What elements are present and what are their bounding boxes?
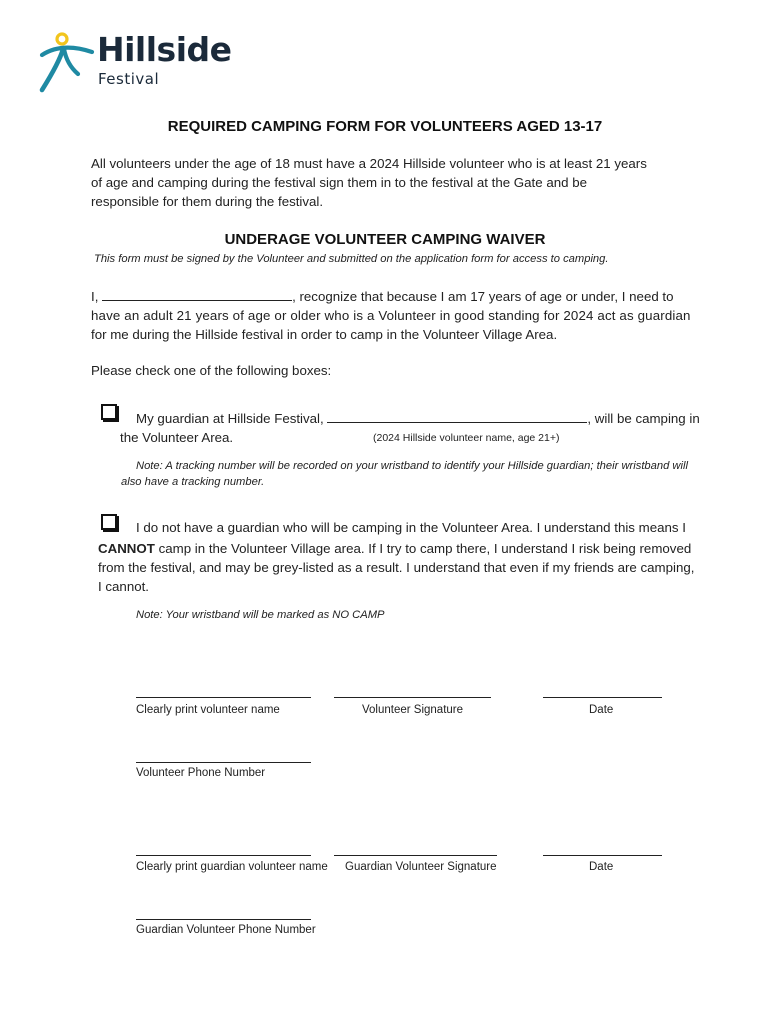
guardian-date-label: Date — [589, 861, 614, 873]
recognize-suffix: , recognize that because I am 17 years of age or under, I need to — [292, 289, 674, 304]
recognize-paragraph — [91, 287, 731, 344]
hillside-figure-logo-icon — [36, 30, 96, 96]
no-guardian-checkbox[interactable] — [101, 514, 117, 530]
volunteer-phone-label: Volunteer Phone Number — [136, 767, 266, 779]
guardian-name-hint: (2024 Hillside volunteer name, age 21+) — [373, 432, 560, 444]
option1-end: , will be camping in — [587, 411, 700, 426]
volunteer-name-line[interactable] — [136, 697, 311, 698]
volunteer-signature-line[interactable] — [334, 697, 491, 698]
guardian-date-line[interactable] — [543, 855, 662, 856]
volunteer-phone-line[interactable] — [136, 762, 311, 763]
logo-wordmark: Hillside — [97, 30, 232, 69]
intro-paragraph — [91, 154, 731, 211]
recognize-prefix: I, — [91, 289, 103, 304]
waiver-heading: UNDERAGE VOLUNTEER CAMPING WAIVER — [224, 231, 546, 248]
intro-line: All volunteers under the age of 18 must have a 2024 Hillside volunteer who is at least 21 years — [91, 156, 647, 171]
volunteer-date-line[interactable] — [543, 697, 662, 698]
option2-line2-rest: camp in the Volunteer Village area. If I try to camp there, I understand I risk being removed — [154, 541, 692, 556]
guardian-phone-label: Guardian Volunteer Phone Number — [136, 924, 316, 936]
intro-line: of age and camping during the festival sign them in to the festival at the Gate and be — [91, 175, 587, 190]
recognize-line: have an adult 21 years of age or older who is a Volunteer in good standing for 2024 act as guardian — [91, 308, 691, 323]
option1-note-line: also have a tracking number. — [121, 476, 265, 488]
option1-line2: the Volunteer Area. — [120, 430, 234, 445]
cannot-emphasis: CANNOT — [98, 541, 155, 556]
intro-line: responsible for them during the festival. — [91, 194, 324, 209]
recognize-line: for me during the Hillside festival in order to camp in the Volunteer Village Area. — [91, 327, 558, 342]
option2-line — [98, 539, 691, 558]
check-prompt: Please check one of the following boxes: — [91, 363, 332, 378]
waiver-subnote: This form must be signed by the Volunteer and submitted on the application form for access to camping. — [94, 253, 609, 265]
volunteer-name-label: Clearly print volunteer name — [136, 704, 280, 716]
guardian-name-label: Clearly print guardian volunteer name — [136, 861, 328, 873]
guardian-signature-line[interactable] — [334, 855, 497, 856]
option1-start: My guardian at Hillside Festival, — [136, 411, 328, 426]
guardian-phone-line[interactable] — [136, 919, 311, 920]
volunteer-name-blank[interactable] — [102, 288, 292, 301]
option2-line: from the festival, and may be grey-listed as a result. I understand that even if my friends are camping, — [98, 560, 695, 575]
guardian-signature-label: Guardian Volunteer Signature — [345, 861, 497, 873]
volunteer-date-label: Date — [589, 704, 614, 716]
recognize-line — [91, 287, 731, 306]
no-camp-note: Note: Your wristband will be marked as NO CAMP — [136, 609, 385, 621]
guardian-name-blank[interactable] — [327, 410, 587, 423]
option2-line: I cannot. — [98, 579, 150, 594]
option1-note-line: Note: A tracking number will be recorded on your wristband to identify your Hillside guardian; their wristband will — [136, 460, 688, 472]
option2-line: I do not have a guardian who will be camping in the Volunteer Area. I understand this means I — [136, 520, 686, 535]
logo-subtitle: Festival — [98, 70, 160, 88]
guardian-camping-checkbox[interactable] — [101, 404, 117, 420]
volunteer-signature-label: Volunteer Signature — [362, 704, 464, 716]
guardian-name-line[interactable] — [136, 855, 311, 856]
form-title: REQUIRED CAMPING FORM FOR VOLUNTEERS AGED 13-17 — [167, 118, 603, 135]
option1-line — [136, 409, 700, 428]
